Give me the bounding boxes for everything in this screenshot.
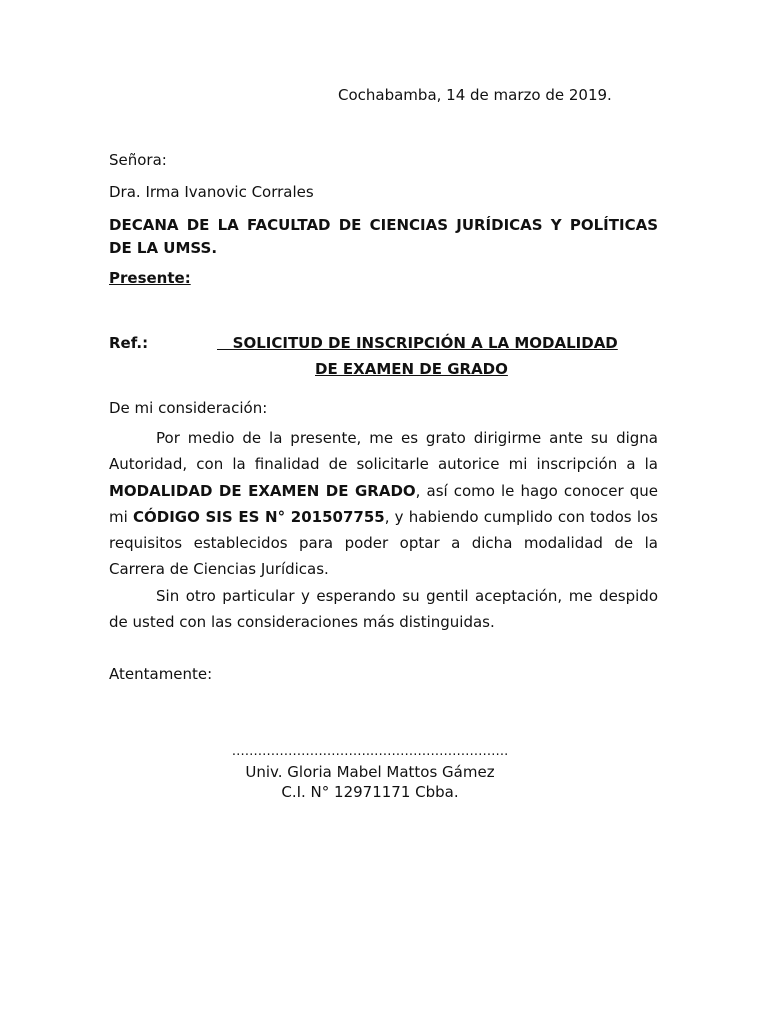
p1-codigo-bold: CÓDIGO SIS ES N° 201507755 [132,507,385,526]
salutation: De mi consideración: [109,399,268,417]
ref-subject-line-2: DE EXAMEN DE GRADO [315,360,508,378]
p1-text-a: Por medio de la presente, me es grato dirigirme ante su digna Autoridad, con la finalidad de solicitarle autorice mi inscripción a la [109,429,658,474]
letter-date: Cochabamba, 14 de marzo de 2019. [338,86,612,104]
p1-text-e: , y habiendo cumplido con todos los requisitos establecidos para poder optar a dicha modalidad de la Carrera de Ciencias Jurídicas. [109,507,658,579]
addressee-position: DECANA DE LA FACULTAD DE CIENCIAS JURÍDICAS Y POLÍTICAS DE LA UMSS. [109,216,658,257]
closing: Atentamente: [109,665,213,683]
signature-line: ………………….………..…………………………. [231,744,509,759]
signer-name: Univ. Gloria Mabel Mattos Gámez [245,763,495,781]
p1-modalidad-bold: MODALIDAD DE EXAMEN DE GRADO [109,481,416,500]
body-paragraph-2: Sin otro particular y esperando su gentil aceptación, me despido de usted con las consideraciones más distinguidas. [109,586,658,632]
letter-body [109,425,658,635]
signer-id: C.I. N° 12971171 Cbba. [281,783,459,801]
signature-block [230,742,510,802]
addressee-name: Dra. Irma Ivanovic Corrales [109,183,314,201]
body-paragraph-1 [109,425,658,583]
ref-label: Ref.: [109,334,149,352]
greeting: Señora: [109,151,167,169]
p1-text-c: , así como le hago conocer que mi [109,481,658,526]
ref-subject-line-1: SOLICITUD DE INSCRIPCIÓN A LA MODALIDAD [217,334,618,352]
presente-label: Presente: [109,269,191,287]
